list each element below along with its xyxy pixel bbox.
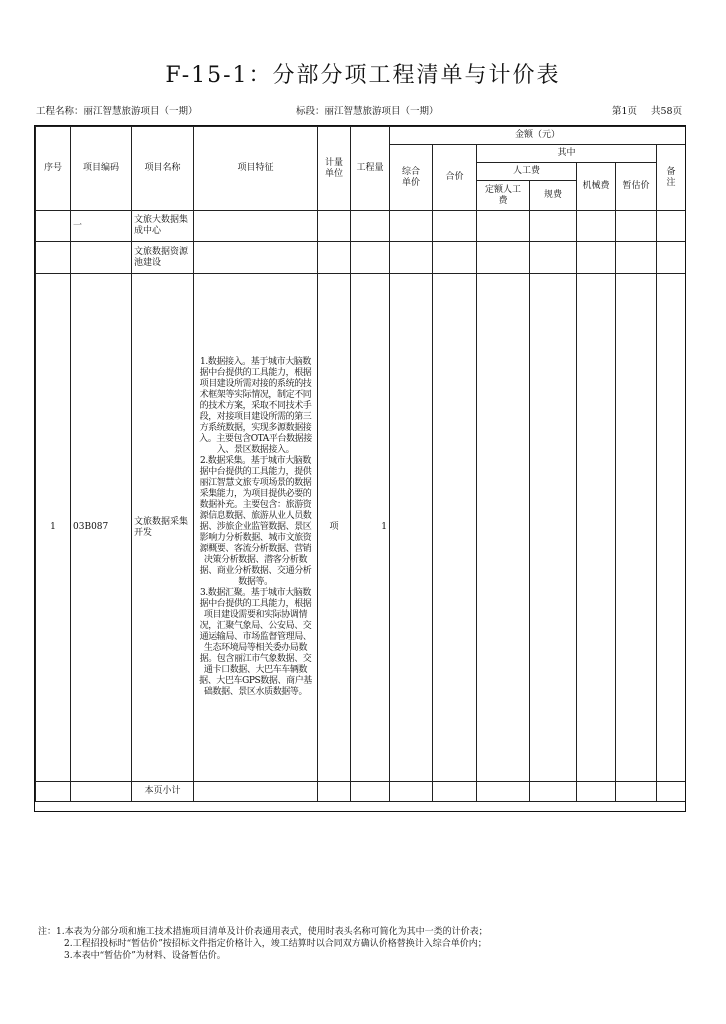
subtotal-row	[36, 782, 686, 802]
table-row	[36, 242, 686, 274]
row-unit	[318, 211, 351, 242]
header-remark: 备注	[657, 145, 686, 211]
page-current: 第1页	[612, 106, 638, 117]
header-fee: 规费	[530, 181, 577, 211]
footnotes	[38, 926, 488, 962]
row-unit	[318, 242, 351, 274]
row-seq: 1	[36, 274, 71, 782]
header-feature: 项目特征	[194, 127, 318, 211]
header-name: 项目名称	[132, 127, 194, 211]
project-name: 工程名称：丽江智慧旅游项目（一期）	[36, 106, 198, 117]
row-feature	[194, 242, 318, 274]
header-provisional: 暂估价	[616, 163, 657, 211]
header-amount: 金额（元）	[390, 127, 686, 145]
row-feature	[194, 274, 318, 782]
row-name: 文旅数据资源池建设	[132, 242, 194, 274]
row-name: 文旅数据采集开发	[132, 274, 194, 782]
note-3: 3.本表中“暂估价”为材料、设备暂估价。	[64, 951, 226, 961]
row-qty: 1	[351, 274, 390, 782]
row-code: 03B087	[71, 274, 132, 782]
header-code: 项目编码	[71, 127, 132, 211]
note-2: 2.工程招投标时“暂估价”按招标文件指定价格计入，竣工结算时以合同双方确认价格替换计入综合单价内；	[64, 939, 487, 949]
page-title: F-15-1：分部分项工程清单与计价表	[165, 63, 561, 88]
header-total: 合价	[433, 145, 477, 211]
header-among: 其中	[477, 145, 657, 163]
header-seq: 序号	[36, 127, 71, 211]
feature-paragraph: 2.数据采集。基于城市大脑数据中台提供的工具能力，提供丽江智慧文旅专项场景的数据采集能力，为项目提供必要的数据补充。主要包含：旅游资源信息数据、旅游从业人员数据、涉旅企业监管数据、景区影响力分析数据、城市文旅资源概要、客流分析数据、营销决策分析数据、潜客分析数据、商业分析数据、交通分析数据等。	[199, 456, 312, 587]
note-1: 注：1.本表为分部分项和施工技术措施项目清单及计价表通用表式，使用时表头名称可简化为其中一类的计价表；	[38, 927, 488, 937]
row-seq	[36, 211, 71, 242]
header-labor: 人工费	[477, 163, 577, 181]
row-seq	[36, 242, 71, 274]
row-qty	[351, 211, 390, 242]
table-row	[36, 211, 686, 242]
feature-paragraph: 3.数据汇聚。基于城市大脑数据中台提供的工具能力，根据项目建设需要和实际协调情况，汇聚气象局、公安局、交通运输局、市场监督管理局、生态环境局等相关委办局数据。包含丽江市气象数据、交通卡口数据、大巴车车辆数据、大巴车GPS数据、商户基础数据、景区水质数据等。	[199, 588, 312, 697]
header-qty: 工程量	[351, 127, 390, 211]
header-unit: 计量单位	[318, 127, 351, 211]
page-total: 共58页	[651, 106, 683, 117]
header-unit-price: 综合单价	[390, 145, 433, 211]
feature-paragraph: 1.数据接入。基于城市大脑数据中台提供的工具能力，根据项目建设所需对接的系统的技术框架等实际情况，制定不同的技术方案，采取不同技术手段，对接项目建设所需的第三方系统数据，实现多源数据接入。主要包含OTA平台数据接入、景区数据接入。	[199, 357, 312, 455]
row-code: 一	[71, 211, 132, 242]
row-qty	[351, 242, 390, 274]
row-name: 文旅大数据集成中心	[132, 211, 194, 242]
section-label: 标段：丽江智慧旅游项目（一期）	[296, 106, 439, 117]
row-code	[71, 242, 132, 274]
bill-table	[35, 126, 686, 802]
subtotal-label: 本页小计	[132, 782, 194, 802]
table-row	[36, 274, 686, 782]
row-feature	[194, 211, 318, 242]
header-labor-quota: 定额人工费	[477, 181, 530, 211]
row-unit: 项	[318, 274, 351, 782]
feature-text	[196, 357, 315, 698]
header-machine: 机械费	[577, 163, 616, 211]
